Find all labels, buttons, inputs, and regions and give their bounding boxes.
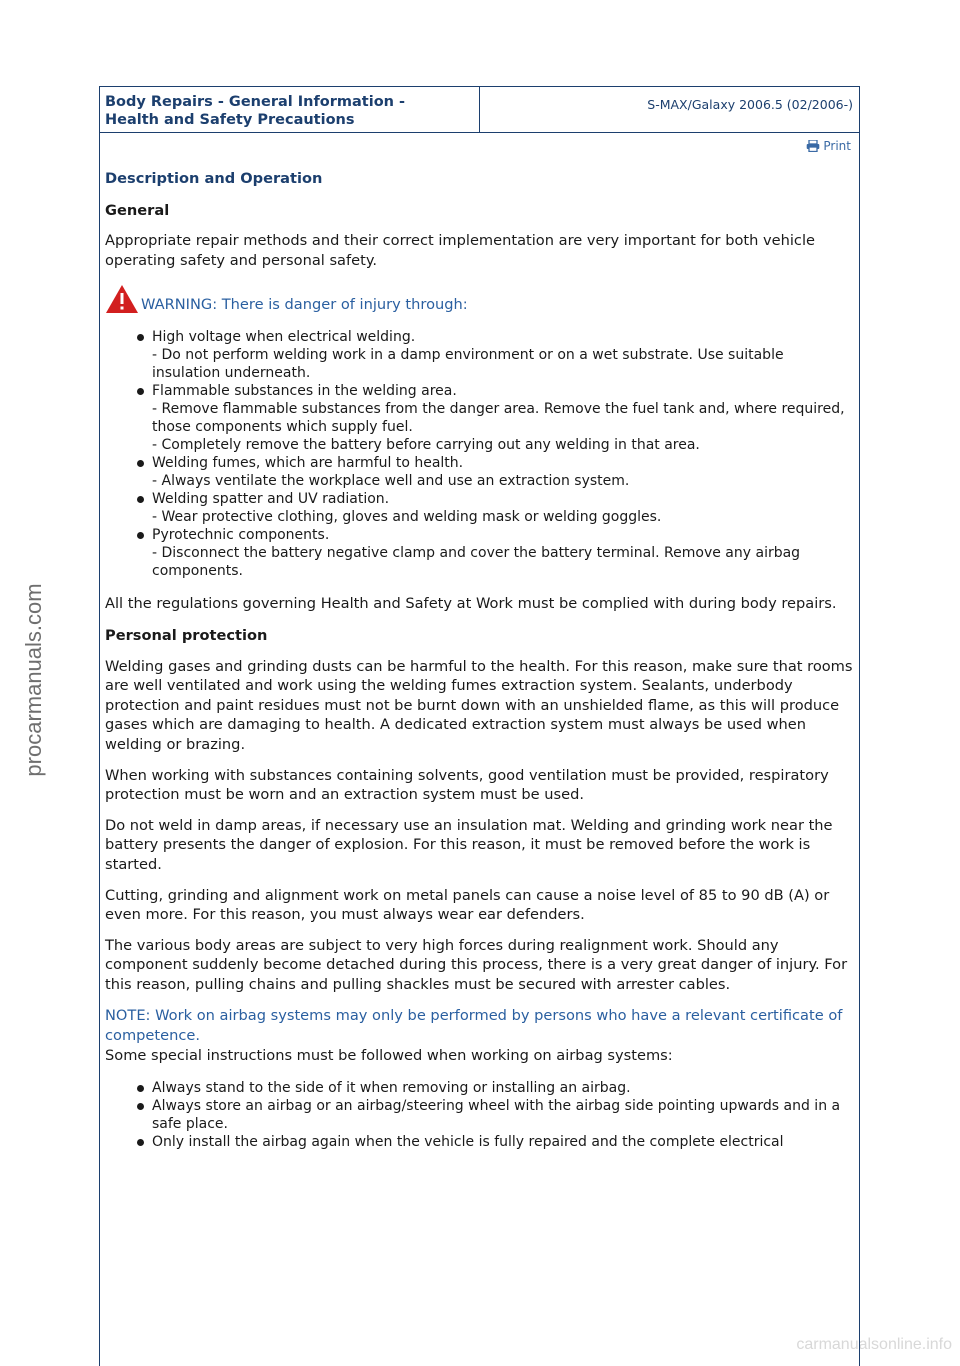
warning-item-main: High voltage when electrical welding. <box>152 329 416 346</box>
warning-text: WARNING: There is danger of injury through: <box>141 295 468 313</box>
list-item: Always store an airbag or an airbag/steering wheel with the airbag side pointing upwards and in a safe place. <box>152 1097 854 1133</box>
protection-paragraph: Do not weld in damp areas, if necessary use an insulation mat. Welding and grinding work near the battery presents the danger of explosion. For this reason, it must be removed before the work is started. <box>105 816 833 873</box>
personal-protection-heading: Personal protection <box>105 626 268 644</box>
list-item: Only install the airbag again when the vehicle is fully repaired and the complete electrical <box>152 1133 854 1151</box>
warning-item-sub: - Completely remove the battery before carrying out any welding in that area. <box>152 437 700 454</box>
print-label: Print <box>823 139 851 153</box>
protection-paragraph: The various body areas are subject to very high forces during realignment work. Should any component suddenly become detached during this process, there is a very great danger of injury. For this reason, pulling chains and pulling shackles must be secured with arrester cables. <box>105 936 848 993</box>
list-item <box>152 490 854 526</box>
warning-item-sub: - Do not perform welding work in a damp environment or on a wet substrate. Use suitable insulation underneath. <box>152 347 784 382</box>
printer-icon <box>806 140 820 152</box>
list-item <box>152 382 854 454</box>
warning-item-main: Welding spatter and UV radiation. <box>152 491 390 508</box>
warning-item-main: Pyrotechnic components. <box>152 527 330 544</box>
document-content <box>100 169 859 1151</box>
document-header <box>100 87 859 133</box>
warning-item-sub: - Remove flammable substances from the danger area. Remove the fuel tank and, where required, those components which supply fuel. <box>152 401 845 436</box>
protection-paragraph: When working with substances containing solvents, good ventilation must be provided, respiratory protection must be worn and an extraction system must be used. <box>105 766 829 804</box>
side-watermark: procarmanuals.com <box>21 583 46 777</box>
list-item <box>152 454 854 490</box>
warning-item-sub: - Wear protective clothing, gloves and welding mask or welding goggles. <box>152 509 662 526</box>
warning-icon <box>105 284 139 314</box>
title-line-1: Body Repairs - General Information - <box>105 94 406 110</box>
warning-item-sub: - Always ventilate the workplace well and use an extraction system. <box>152 473 630 490</box>
note-text: NOTE: Work on airbag systems may only be performed by persons who have a relevant certificate of competence. <box>105 1007 843 1045</box>
list-item <box>152 526 854 580</box>
list-item <box>152 328 854 382</box>
list-item: Always stand to the side of it when removing or installing an airbag. <box>152 1079 854 1097</box>
warning-item-main: Welding fumes, which are harmful to health. <box>152 455 464 472</box>
warning-item-sub: - Disconnect the battery negative clamp and cover the battery terminal. Remove any airbag components. <box>152 545 801 580</box>
section-title: Description and Operation <box>105 170 323 187</box>
print-link[interactable] <box>100 133 859 157</box>
title-line-2: Health and Safety Precautions <box>105 112 355 128</box>
protection-paragraph: Welding gases and grinding dusts can be harmful to the health. For this reason, make sure that rooms are well ventilated and work using the welding fumes extraction system. Sealants, underbody protection and paint residues must not be burnt down with an unshielded flame, as this will produce gases which are damaging to health. A dedicated extraction system must always be used when welding or brazing. <box>105 657 853 753</box>
note-continuation: Some special instructions must be followed when working on airbag systems: <box>105 1046 673 1064</box>
warning-block <box>105 284 854 314</box>
airbag-list <box>105 1079 854 1151</box>
bottom-watermark: carmanualsonline.info <box>796 1336 952 1353</box>
warning-item-main: Flammable substances in the welding area. <box>152 383 457 400</box>
warning-list <box>105 328 854 580</box>
regulations-paragraph: All the regulations governing Health and Safety at Work must be complied with during body repairs. <box>105 595 837 613</box>
document-frame <box>99 86 860 1366</box>
protection-paragraph: Cutting, grinding and alignment work on metal panels can cause a noise level of 85 to 90 dB (A) or even more. For this reason, you must always wear ear defenders. <box>105 886 830 924</box>
general-heading: General <box>105 201 170 219</box>
document-title <box>100 87 480 132</box>
model-label: S-MAX/Galaxy 2006.5 (02/2006-) <box>647 97 853 112</box>
general-intro: Appropriate repair methods and their correct implementation are very important for both vehicle operating safety and personal safety. <box>105 232 815 269</box>
